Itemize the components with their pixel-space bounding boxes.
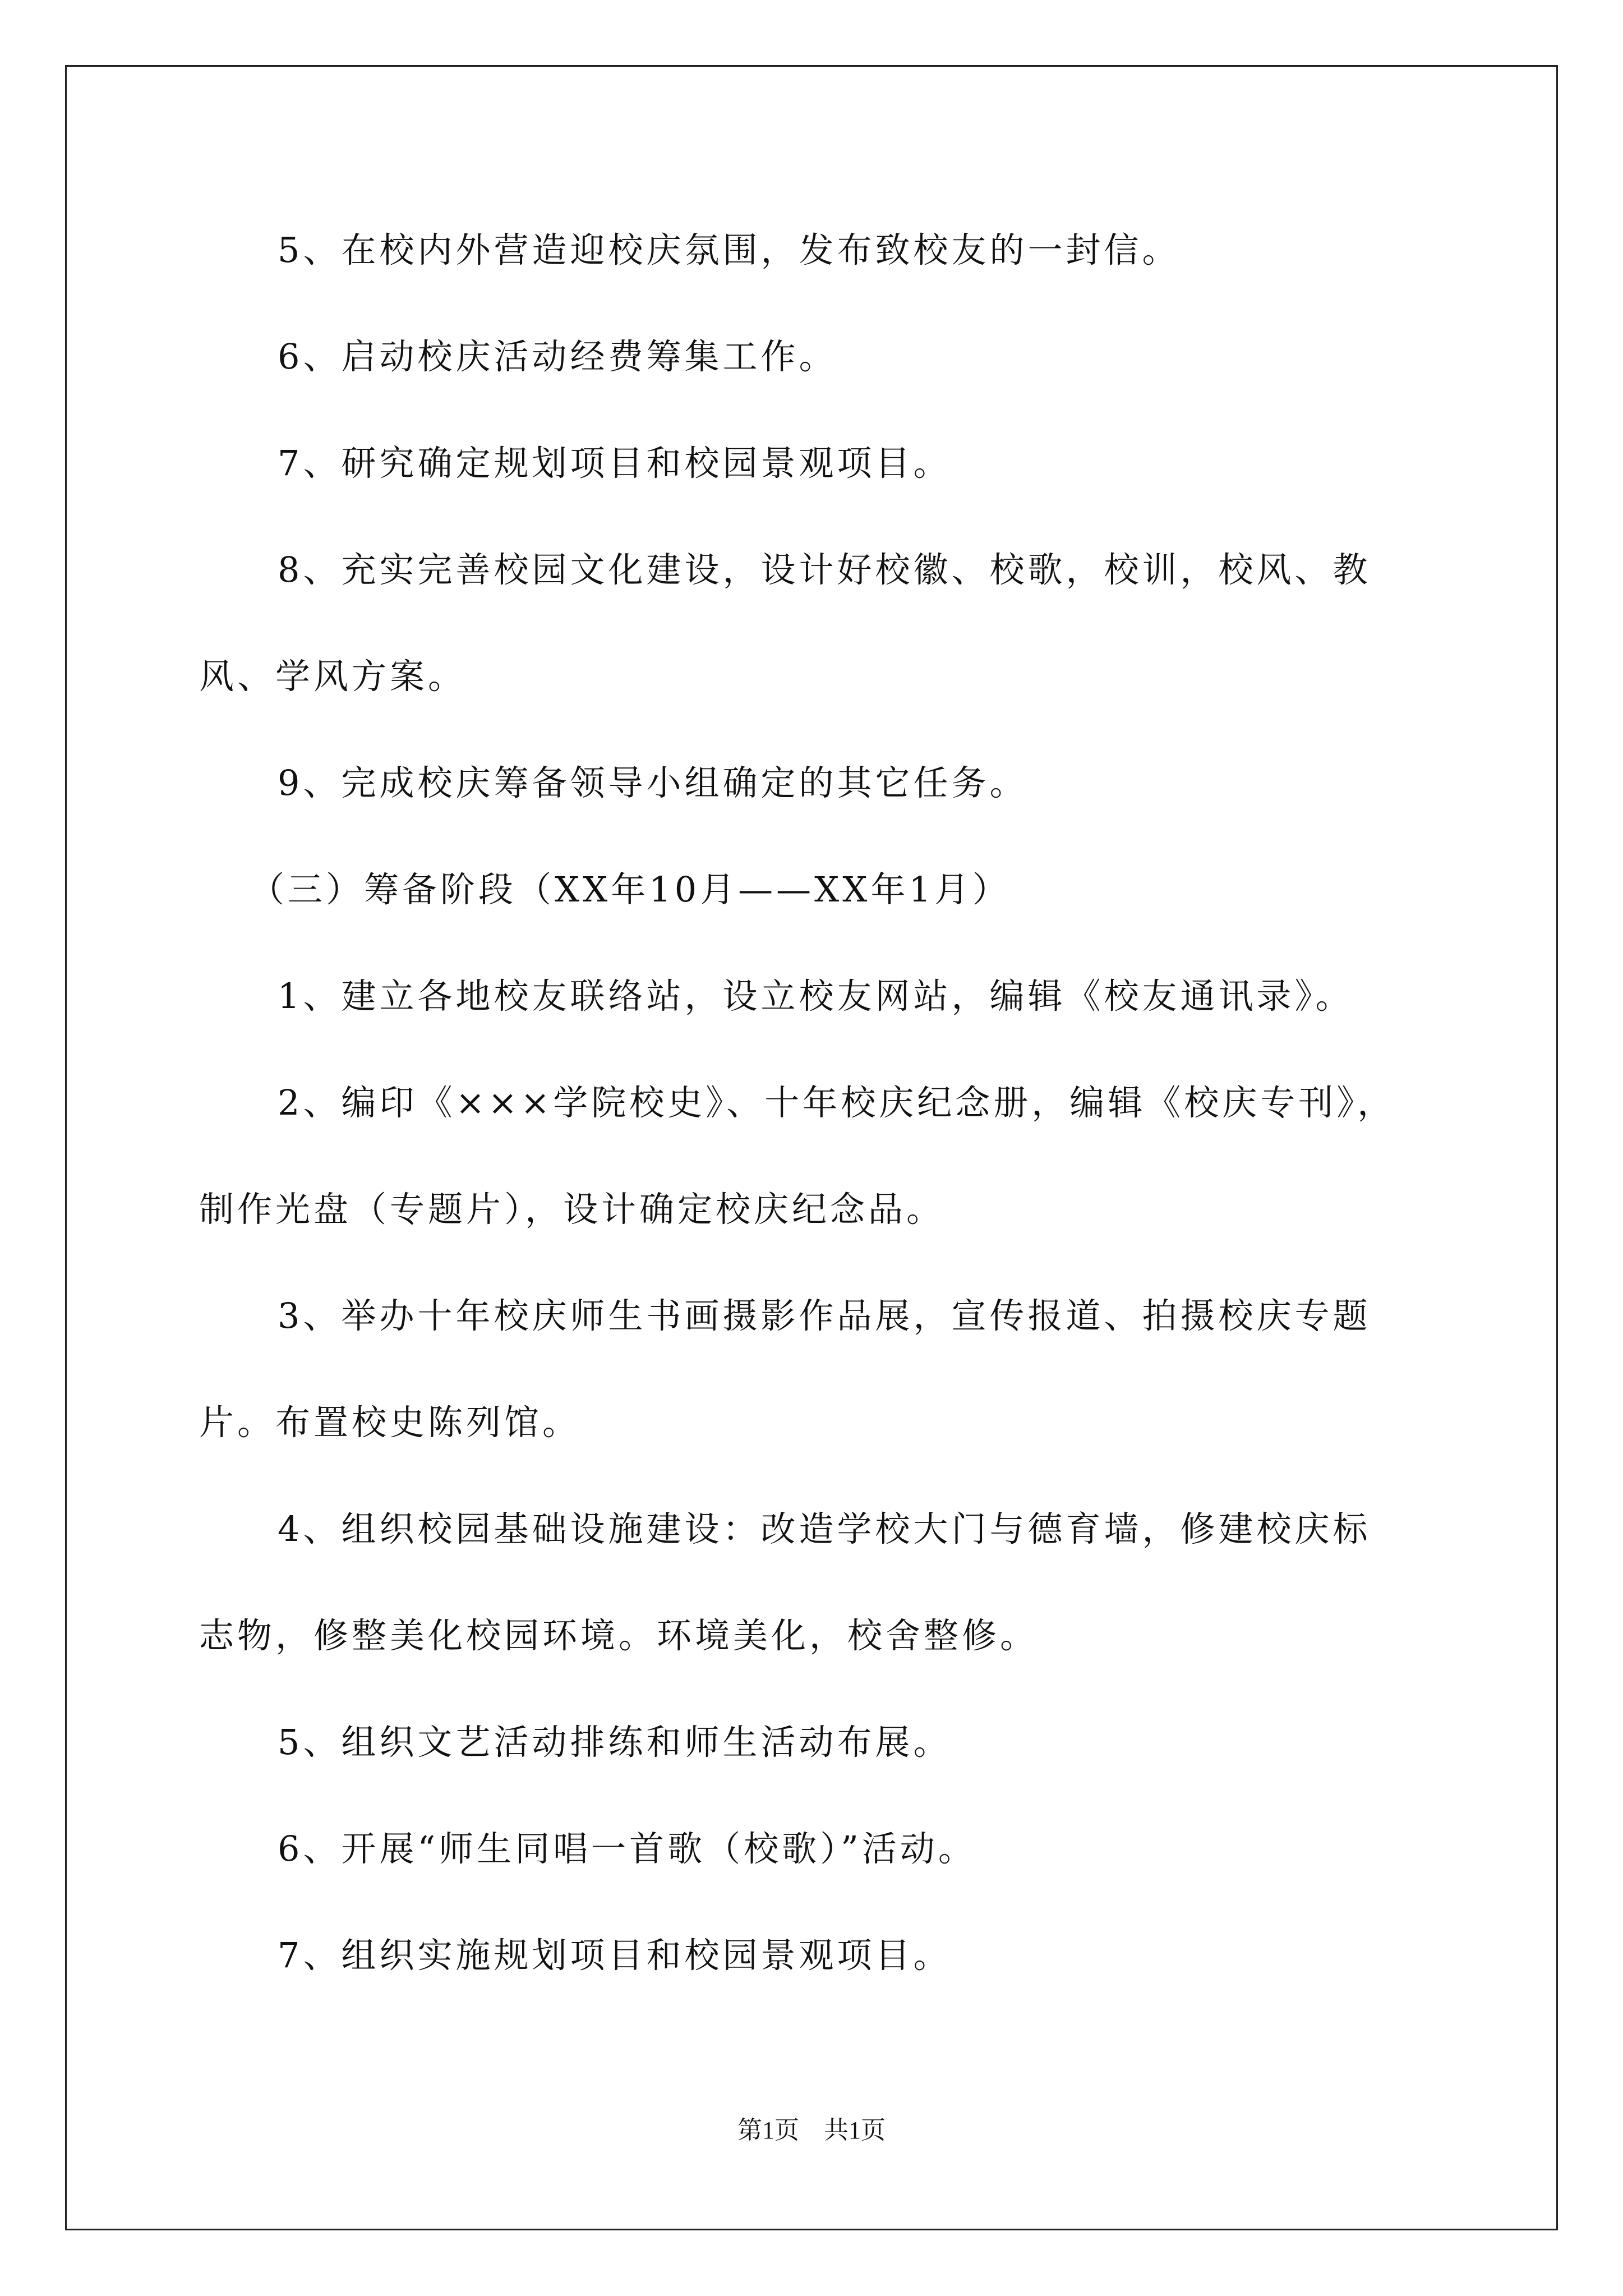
paragraph-item-2-continuation: 制作光盘（专题片），设计确定校庆纪念品。	[199, 1189, 945, 1230]
paragraph-item-6-funding: 6、启动校庆活动经费筹集工作。	[278, 336, 837, 377]
paragraph-item-5-rehearsal: 5、组织文艺活动排练和师生活动布展。	[278, 1722, 952, 1763]
paragraph-item-5-atmosphere: 5、在校内外营造迎校庆氛围，发布致校友的一封信。	[278, 229, 1181, 270]
page-number-footer: 第1页 共1页	[737, 2116, 886, 2144]
paragraph-item-9-other-tasks: 9、完成校庆筹备领导小组确定的其它任务。	[278, 762, 1028, 803]
page-border	[65, 65, 1558, 2230]
paragraph-item-8-culture: 8、充实完善校园文化建设，设计好校徽、校歌，校训，校风、教	[278, 549, 1371, 590]
paragraph-item-8-continuation: 风、学风方案。	[199, 656, 467, 697]
paragraph-item-3-continuation: 片。布置校史陈列馆。	[199, 1402, 581, 1443]
paragraph-item-3-exhibition: 3、举办十年校庆师生书画摄影作品展，宣传报道、拍摄校庆专题	[278, 1295, 1371, 1336]
paragraph-item-4-continuation: 志物，修整美化校园环境。环境美化，校舍整修。	[199, 1615, 1039, 1656]
paragraph-item-4-infrastructure: 4、组织校园基础设施建设：改造学校大门与德育墙，修建校庆标	[278, 1508, 1371, 1549]
paragraph-item-2-history: 2、编印《×××学院校史》、十年校庆纪念册，编辑《校庆专刊》，	[278, 1082, 1396, 1123]
section-heading-preparation: （三）筹备阶段（XX年10月——XX年1月）	[250, 869, 1011, 910]
paragraph-item-7-implementation: 7、组织实施规划项目和校园景观项目。	[278, 1935, 952, 1976]
paragraph-item-1-alumni: 1、建立各地校友联络站，设立校友网站，编辑《校友通讯录》。	[278, 976, 1354, 1016]
paragraph-item-7-planning: 7、研究确定规划项目和校园景观项目。	[278, 443, 952, 484]
paragraph-item-6-song: 6、开展“师生同唱一首歌（校歌）”活动。	[278, 1828, 976, 1869]
